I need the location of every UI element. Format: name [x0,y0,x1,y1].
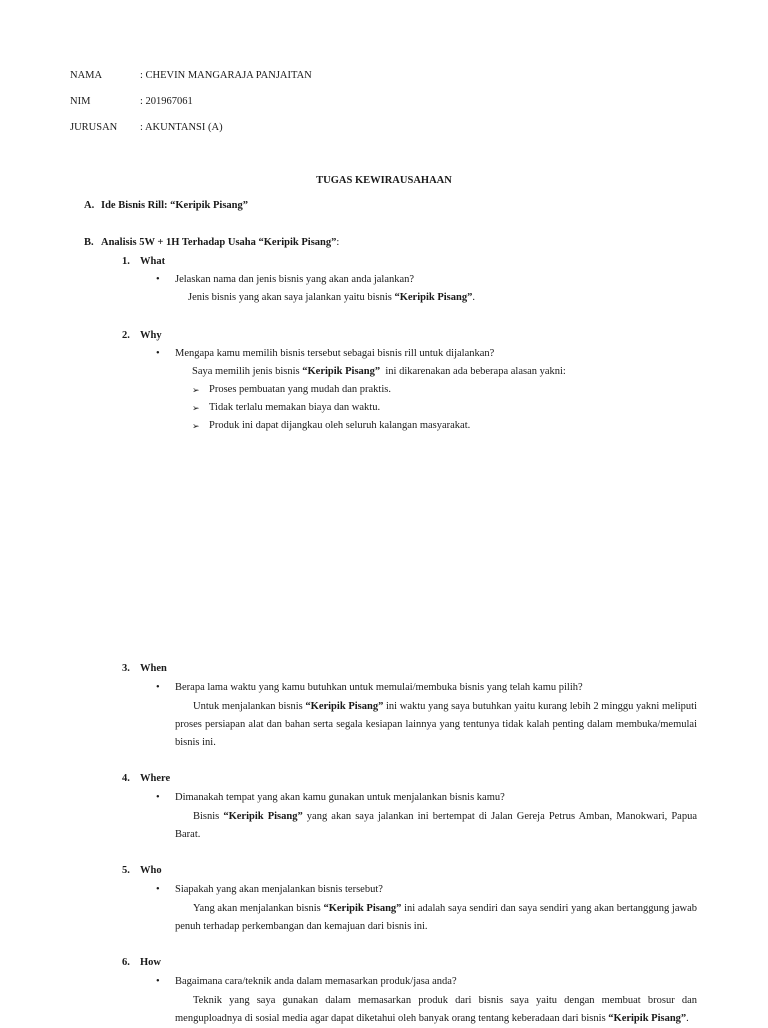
jurusan-label: JURUSAN [70,122,118,133]
answer-how [175,992,697,1028]
answer-what [188,292,475,303]
question-where: Dimanakah tempat yang akan kamu gunakan untuk menjalankan bisnis kamu? [175,792,505,803]
nama-value: : CHEVIN MANGARAJA PANJAITAN [140,70,312,81]
answer-text: Yang akan menjalankan bisnis [193,903,324,914]
arrow-bullet-icon: ➢ [192,385,200,395]
answer-text: yang akan saya jalankan ini bertempat di Jalan Gereja Petrus Amban, Manokwari, Papua Barat. [175,811,698,840]
item-heading-where: Where [140,773,171,784]
section-a-marker: A. [84,200,95,211]
answer-text: Jenis bisnis yang akan saya jalankan yaitu bisnis [188,292,395,303]
answer-text: Bisnis [193,811,224,822]
keyword: “Keripik Pisang” [223,811,303,822]
section-b-marker: B. [84,237,94,248]
nama-label: NAMA [70,70,103,81]
nim-value: : 201967061 [140,96,193,107]
reason-item: Produk ini dapat dijangkau oleh seluruh kalangan masyarakat. [209,420,471,431]
reason-item: Proses pembuatan yang mudah dan praktis. [209,384,391,395]
answer-text: Untuk menjalankan bisnis [193,701,306,712]
item-number: 3. [122,663,130,674]
keyword: “Keripik Pisang” [394,292,473,303]
item-number: 2. [122,330,130,341]
answer-who [175,900,697,936]
answer-where [175,808,697,844]
answer-text: Teknik yang saya gunakan dalam memasarkan produk dari bisnis saya yaitu dengan membuat brosur dan menguploadnya di sosial media agar dapat diketahui oleh banyak orang tentang keberadaan dari bisnis [175,995,697,1024]
section-b-heading [101,237,339,248]
question-how: Bagaimana cara/teknik anda dalam memasarkan produk/jasa anda? [175,976,457,987]
jurusan-value: : AKUNTANSI (A) [140,122,223,133]
item-heading-who: Who [140,865,162,876]
section-b-heading-text: Analisis 5W + 1H Terhadap Usaha “Keripik Pisang” [101,237,337,248]
keyword: “Keripik Pisang” [305,701,384,712]
bullet-icon: • [156,884,160,895]
section-b-colon: : [336,237,340,248]
arrow-bullet-icon: ➢ [192,421,200,431]
bullet-icon: • [156,976,160,987]
bullet-icon: • [156,682,160,693]
section-a-heading: Ide Bisnis Rill: “Keripik Pisang” [101,200,249,211]
item-heading-what: What [140,256,166,267]
question-what: Jelaskan nama dan jenis bisnis yang akan anda jalankan? [175,274,415,285]
item-heading-when: When [140,663,167,674]
question-when: Berapa lama waktu yang kamu butuhkan untuk memulai/membuka bisnis yang telah kamu pilih? [175,682,583,693]
item-number: 5. [122,865,130,876]
item-number: 6. [122,957,130,968]
document-title: TUGAS KEWIRAUSAHAAN [316,175,452,186]
bullet-icon: • [156,348,160,359]
keyword: “Keripik Pisang” [302,366,381,377]
arrow-bullet-icon: ➢ [192,403,200,413]
keyword: “Keripik Pisang” [608,1013,687,1024]
nim-label: NIM [70,96,91,107]
item-number: 4. [122,773,130,784]
answer-text: ini waktu yang saya butuhkan yaitu kurang lebih 2 minggu yakni meliputi proses persiapan alat dan bahan serta segala kesiapan lainnya yang tentunya tidak kalah penting dalam membuka/memulai bisnis ini. [175,701,698,748]
bullet-icon: • [156,792,160,803]
keyword: “Keripik Pisang” [323,903,402,914]
answer-text: Saya memilih jenis bisnis [192,366,303,377]
reason-item: Tidak terlalu memakan biaya dan waktu. [209,402,381,413]
answer-text: . [472,292,475,303]
answer-text: ini dikarenakan ada beberapa alasan yakni: [380,366,566,377]
item-heading-why: Why [140,330,162,341]
answer-why [192,366,566,377]
item-heading-how: How [140,957,161,968]
answer-text: . [686,1013,689,1024]
item-number: 1. [122,256,130,267]
question-who: Siapakah yang akan menjalankan bisnis tersebut? [175,884,383,895]
question-why: Mengapa kamu memilih bisnis tersebut sebagai bisnis rill untuk dijalankan? [175,348,495,359]
answer-text: ini adalah saya sendiri dan saya sendiri yang akan bertanggung jawab penuh terhadap perkembangan dan kemajuan dari bisnis ini. [175,903,697,932]
answer-when [175,698,697,752]
bullet-icon: • [156,274,160,285]
